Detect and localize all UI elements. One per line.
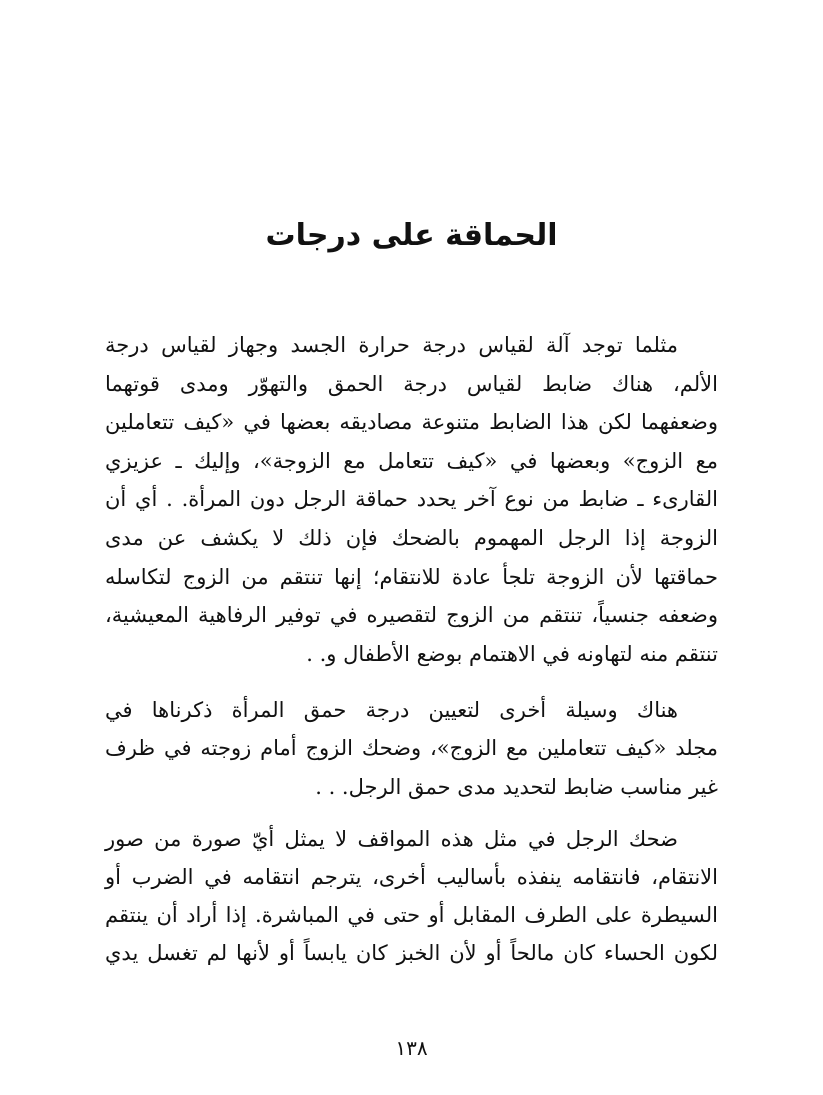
text-line: السيطرة على الطرف المقابل أو حتى في المباشرة. إذا أراد أن ينتقم (105, 903, 718, 927)
page-number: ١٣٨ (395, 1036, 428, 1060)
text-line: غير مناسب ضابط لتحديد مدى حمق الرجل. . . (315, 775, 718, 799)
text-line: القارىء ـ ضابط من نوع آخر يحدد حماقة الرجل دون المرأة. . أي أن (105, 487, 718, 511)
text-line: لكون الحساء كان مالحاً أو لأن الخبز كان يابساً أو لأنها لم تغسل يدي (105, 941, 718, 965)
text-line: ضحك الرجل في مثل هذه المواقف لا يمثل أيّ صورة من صور (105, 827, 678, 851)
text-line: تنتقم منه لتهاونه في الاهتمام بوضع الأطفال و. . (306, 642, 718, 666)
text-line: حماقتها لأن الزوجة تلجأ عادة للانتقام؛ إنها تنتقم من الزوج لتكاسله (105, 565, 718, 589)
chapter-title: الحماقة على درجات (265, 218, 558, 253)
text-line: وضعفه جنسياً، تنتقم من الزوج لتقصيره في توفير الرفاهية المعيشية، (105, 603, 718, 627)
text-line: مع الزوج» وبعضها في «كيف تتعامل مع الزوجة»، وإليك ـ عزيزي (105, 449, 718, 473)
text-line: الانتقام، فانتقامه ينفذه بأساليب أخرى، يترجم انتقامه في الضرب أو (105, 865, 718, 889)
text-line: مثلما توجد آلة لقياس درجة حرارة الجسد وجهاز لقياس درجة (105, 333, 678, 357)
text-line: الألم، هناك ضابط لقياس درجة الحمق والتهوّر ومدى قوتهما (105, 372, 718, 396)
text-line: الزوجة إذا الرجل المهموم بالضحك فإن ذلك لا يكشف عن مدى (105, 526, 718, 550)
text-line: هناك وسيلة أخرى لتعيين درجة حمق المرأة ذكرناها في (105, 698, 678, 722)
text-line: وضعفهما لكن هذا الضابط متنوعة مصاديقه بعضها في «كيف تتعاملين (105, 410, 718, 434)
text-line: مجلد «كيف تتعاملين مع الزوج»، وضحك الزوج أمام زوجته في ظرف (105, 736, 718, 760)
